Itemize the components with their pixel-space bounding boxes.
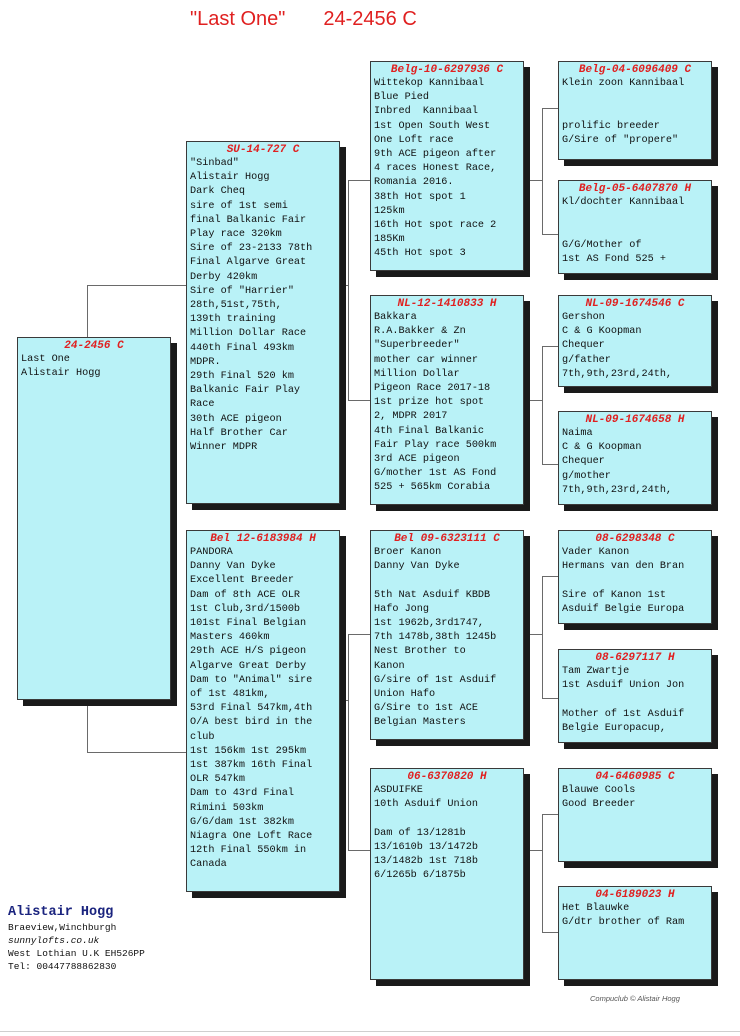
ring-number: Bel 09-6323111 C — [394, 533, 500, 545]
box-line: Vader Kanon — [562, 547, 630, 558]
box-line — [562, 693, 708, 707]
ring-number: Belg-05-6407870 H — [578, 183, 692, 195]
box-line: 1st 156km 1st 295km — [190, 745, 307, 757]
connector-ds-out — [524, 634, 542, 635]
page-bottom-rule — [0, 1031, 740, 1032]
connector-subject-to-sire — [87, 285, 186, 286]
box-line: 185Km — [374, 234, 405, 246]
ring-number: Belg-04-6096409 C — [578, 64, 692, 76]
box-line: mother car winner — [374, 354, 478, 366]
ring-number: Belg-10-6297936 C — [390, 64, 504, 76]
pedigree-box-dam — [186, 530, 340, 892]
box-line: Last One — [21, 354, 70, 365]
pedigree-box-dam-dam-dam — [558, 886, 712, 980]
ring-number: NL-09-1674658 H — [585, 414, 685, 426]
box-line: ASDUIFKE — [374, 785, 423, 796]
connector-ss-vertical — [542, 108, 543, 234]
box-line: Dark Cheq — [190, 186, 246, 198]
box-line: 29th ACE H/S pigeon — [190, 646, 307, 658]
box-line: 30th ACE pigeon — [190, 413, 282, 425]
connector-sire-to-ss — [348, 180, 370, 181]
box-line: 101st Final Belgian — [190, 618, 307, 630]
box-line: G/G/Mother of — [562, 239, 642, 251]
box-line: 7th,9th,23rd,24th, — [562, 368, 673, 380]
box-line: G/dtr brother of Ram — [562, 917, 685, 929]
box-line: "Superbreeder" — [374, 340, 460, 352]
box-line: Gershon — [562, 312, 605, 323]
box-line: Final Algarve Great — [190, 257, 307, 269]
box-line: PANDORA — [190, 547, 233, 558]
box-line: Masters 460km — [190, 632, 270, 644]
box-line: "Sinbad" — [190, 158, 239, 169]
box-line: 13/1482b 1st 718b — [374, 856, 478, 867]
box-line: Bakkara — [374, 312, 417, 323]
ring-number: 06-6370820 H — [407, 771, 487, 783]
ring-number: Bel 12-6183984 H — [210, 533, 316, 545]
box-line: MDPR. — [190, 356, 221, 368]
box-line: 4 races Honest Race, — [374, 163, 497, 175]
box-line: 2, MDPR 2017 — [374, 411, 448, 423]
box-line: Balkanic Fair Play — [190, 385, 301, 397]
box-line: Derby 420km — [190, 271, 258, 283]
box-line: Inbred Kannibaal — [374, 106, 478, 118]
connector-dam-vertical — [348, 634, 349, 850]
connector-ds-to-dss — [542, 576, 558, 577]
box-line: Danny Van Dyke — [374, 561, 460, 573]
pedigree-box-dam-dam — [370, 768, 524, 980]
box-line: 29th Final 520 km — [190, 371, 294, 383]
breeder-name: Alistair Hogg — [8, 905, 114, 920]
box-line: Blauwe Cools — [562, 785, 636, 796]
box-line: Chequer — [562, 340, 605, 352]
box-line: Excellent Breeder — [190, 575, 294, 587]
connector-sd-out — [524, 400, 542, 401]
box-line — [562, 574, 708, 588]
connector-dam-to-ds — [348, 634, 370, 635]
connector-subject-vertical-lower — [87, 700, 88, 752]
box-line: Sire of Kanon 1st — [562, 589, 666, 601]
box-line: 525 + 565km Corabia — [374, 482, 491, 494]
box-line: club — [190, 731, 215, 743]
box-line: Good Breeder — [562, 799, 636, 811]
box-line: Kanon — [374, 660, 405, 672]
title-name: "Last One" — [190, 8, 286, 30]
pedigree-box-sire — [186, 141, 340, 504]
box-line: 45th Hot spot 3 — [374, 248, 466, 260]
software-credit: Compuclub © Alistair Hogg — [590, 994, 680, 1003]
breeder-address: Braeview,Winchburgh — [8, 922, 117, 933]
connector-dd-out — [524, 850, 542, 851]
box-line: prolific breeder — [562, 120, 660, 132]
box-line: 7th,9th,23rd,24th, — [562, 484, 673, 496]
box-line: 440th Final 493km — [190, 342, 294, 354]
box-line: C & G Koopman — [562, 442, 642, 454]
box-line: 1st prize hot spot — [374, 397, 485, 409]
ring-number: 04-6460985 C — [595, 771, 675, 783]
box-line — [562, 91, 708, 105]
box-line: 38th Hot spot 1 — [374, 191, 466, 203]
box-line: g/father — [562, 354, 611, 366]
box-line: G/G/dam 1st 382km — [190, 816, 294, 828]
connector-ss-to-sss — [542, 108, 558, 109]
box-line: 7th 1478b,38th 1245b — [374, 632, 497, 644]
pedigree-box-sire-sire-dam — [558, 180, 712, 274]
pedigree-box-subject — [17, 337, 171, 700]
box-line: Het Blauwke — [562, 903, 630, 914]
connector-subject-to-dam — [87, 752, 186, 753]
box-line: Dam to 43rd Final — [190, 788, 294, 800]
box-line: G/Sire of "propere" — [562, 134, 679, 146]
box-line: Race — [190, 399, 215, 411]
breeder-region: West Lothian U.K EH526PP — [8, 948, 145, 959]
box-line: Chequer — [562, 456, 605, 468]
ring-number: NL-12-1410833 H — [397, 298, 497, 310]
connector-dd-to-dds — [542, 814, 558, 815]
box-line: Union Hafo — [374, 689, 436, 701]
box-line: Blue Pied — [374, 92, 430, 104]
box-line: 9th ACE pigeon after — [374, 149, 497, 161]
pedigree-box-sire-dam-dam — [558, 411, 712, 505]
box-line: OLR 547km — [190, 774, 246, 786]
connector-ds-to-dsd — [542, 698, 558, 699]
breeder-contact — [8, 904, 145, 973]
box-line: Danny Van Dyke — [190, 561, 276, 573]
box-line: Sire of "Harrier" — [190, 285, 294, 297]
box-line: Half Brother Car — [190, 427, 288, 439]
box-line: Niagra One Loft Race — [190, 831, 313, 843]
box-line: 1st 1962b,3rd1747, — [374, 618, 485, 629]
box-line: G/Sire to 1st ACE — [374, 703, 478, 715]
box-line: Rimini 503km — [190, 802, 264, 814]
connector-dam-to-dd — [348, 850, 370, 851]
box-line: Mother of 1st Asduif — [562, 708, 685, 720]
box-line: Canada — [190, 859, 227, 871]
box-line: 3rd ACE pigeon — [374, 454, 460, 466]
box-line: R.A.Bakker & Zn — [374, 326, 466, 338]
ring-number: 04-6189023 H — [595, 889, 675, 901]
breeder-phone: Tel: 00447788862830 — [8, 961, 117, 972]
box-line: 1st Asduif Union Jon — [562, 680, 685, 692]
connector-sd-to-sdd — [542, 464, 558, 465]
box-line: Dam of 13/1281b — [374, 827, 466, 839]
pedigree-box-sire-sire — [370, 61, 524, 271]
box-line: Play race 320km — [190, 229, 282, 241]
connector-sd-to-sds — [542, 346, 558, 347]
box-line: One Loft race — [374, 134, 454, 146]
ring-number: 08-6298348 C — [595, 533, 675, 545]
box-line: 1st Club,3rd/1500b — [190, 603, 301, 615]
pedigree-box-sire-sire-sire — [558, 61, 712, 160]
box-line: Million Dollar Race — [190, 328, 307, 340]
connector-subject-vertical — [87, 285, 88, 337]
connector-ds-vertical — [542, 576, 543, 698]
box-line: Alistair Hogg — [190, 172, 270, 184]
box-line: Klein zoon Kannibaal — [562, 78, 685, 89]
box-line: 4th Final Balkanic — [374, 425, 485, 437]
connector-sire-to-sd — [348, 400, 370, 401]
box-line: 1st AS Fond 525 + — [562, 253, 666, 265]
connector-sd-vertical — [542, 346, 543, 464]
box-line: 53rd Final 547km,4th — [190, 703, 313, 715]
box-line: Dam to "Animal" sire — [190, 674, 313, 686]
box-line: Fair Play race 500km — [374, 439, 497, 451]
box-line: 28th,51st,75th, — [190, 300, 282, 312]
box-line: Winner MDPR — [190, 442, 258, 454]
box-line: Algarve Great Derby — [190, 660, 307, 672]
box-line: 5th Nat Asduif KBDB — [374, 589, 491, 601]
box-line: Million Dollar — [374, 368, 460, 380]
box-line: of 1st 481km, — [190, 689, 270, 701]
box-line: Romania 2016. — [374, 177, 454, 189]
box-line: Belgie Europacup, — [562, 722, 666, 734]
connector-dd-vertical — [542, 814, 543, 932]
ring-number: 08-6297117 H — [595, 652, 675, 664]
box-line: G/sire of 1st Asduif — [374, 674, 497, 686]
box-line: Hafo Jong — [374, 603, 430, 615]
box-line: 139th training — [190, 314, 276, 326]
box-line: Nest Brother to — [374, 646, 466, 658]
title-ring: 24-2456 C — [323, 8, 417, 30]
connector-ss-to-ssd — [542, 234, 558, 235]
box-line: G/mother 1st AS Fond — [374, 468, 497, 480]
connector-dam-out — [340, 700, 348, 701]
connector-sire-vertical — [348, 180, 349, 400]
box-line — [562, 210, 708, 224]
box-line: Naima — [562, 428, 593, 439]
box-line: Broer Kanon — [374, 547, 442, 558]
breeder-website: sunnylofts.co.uk — [8, 935, 100, 946]
box-line — [374, 574, 520, 588]
box-line: g/mother — [562, 470, 611, 482]
box-line: sire of 1st semi — [190, 200, 288, 212]
box-line: Belgian Masters — [374, 717, 466, 729]
box-line: Sire of 23-2133 78th — [190, 243, 313, 255]
box-line — [562, 224, 708, 238]
box-line: Tam Zwartje — [562, 666, 630, 677]
pedigree-box-dam-sire — [370, 530, 524, 740]
pedigree-box-dam-sire-sire — [558, 530, 712, 624]
pedigree-box-sire-dam-sire — [558, 295, 712, 387]
box-line: 16th Hot spot race 2 — [374, 220, 497, 232]
box-line: C & G Koopman — [562, 326, 642, 338]
box-line: Asduif Belgie Europa — [562, 603, 685, 615]
connector-sire-out — [340, 285, 348, 286]
pedigree-title — [190, 8, 417, 31]
box-line: O/A best bird in the — [190, 717, 313, 729]
connector-ss-out — [524, 180, 542, 181]
box-line: 6/1265b 6/1875b — [374, 870, 466, 882]
box-line — [562, 105, 708, 119]
ring-number: NL-09-1674546 C — [585, 298, 685, 310]
box-line: Wittekop Kannibaal — [374, 78, 485, 89]
box-line: 125km — [374, 205, 405, 217]
box-line: final Balkanic Fair — [190, 214, 307, 226]
box-line: Hermans van den Bran — [562, 561, 685, 573]
box-line: Kl/dochter Kannibaal — [562, 197, 685, 208]
connector-dd-to-ddd — [542, 932, 558, 933]
box-line: Dam of 8th ACE OLR — [190, 589, 301, 601]
box-line: 10th Asduif Union — [374, 799, 478, 811]
box-line — [374, 812, 520, 826]
ring-number: SU-14-727 C — [226, 144, 300, 156]
box-line: 13/1610b 13/1472b — [374, 841, 478, 853]
box-line: 12th Final 550km in — [190, 845, 307, 857]
pedigree-box-dam-dam-sire — [558, 768, 712, 862]
box-line: 1st Open South West — [374, 120, 491, 132]
pedigree-box-sire-dam — [370, 295, 524, 505]
ring-number: 24-2456 C — [64, 340, 124, 352]
box-line: Alistair Hogg — [21, 368, 101, 380]
box-line: Pigeon Race 2017-18 — [374, 383, 491, 395]
box-line: 1st 387km 16th Final — [190, 760, 313, 772]
pedigree-box-dam-sire-dam — [558, 649, 712, 743]
